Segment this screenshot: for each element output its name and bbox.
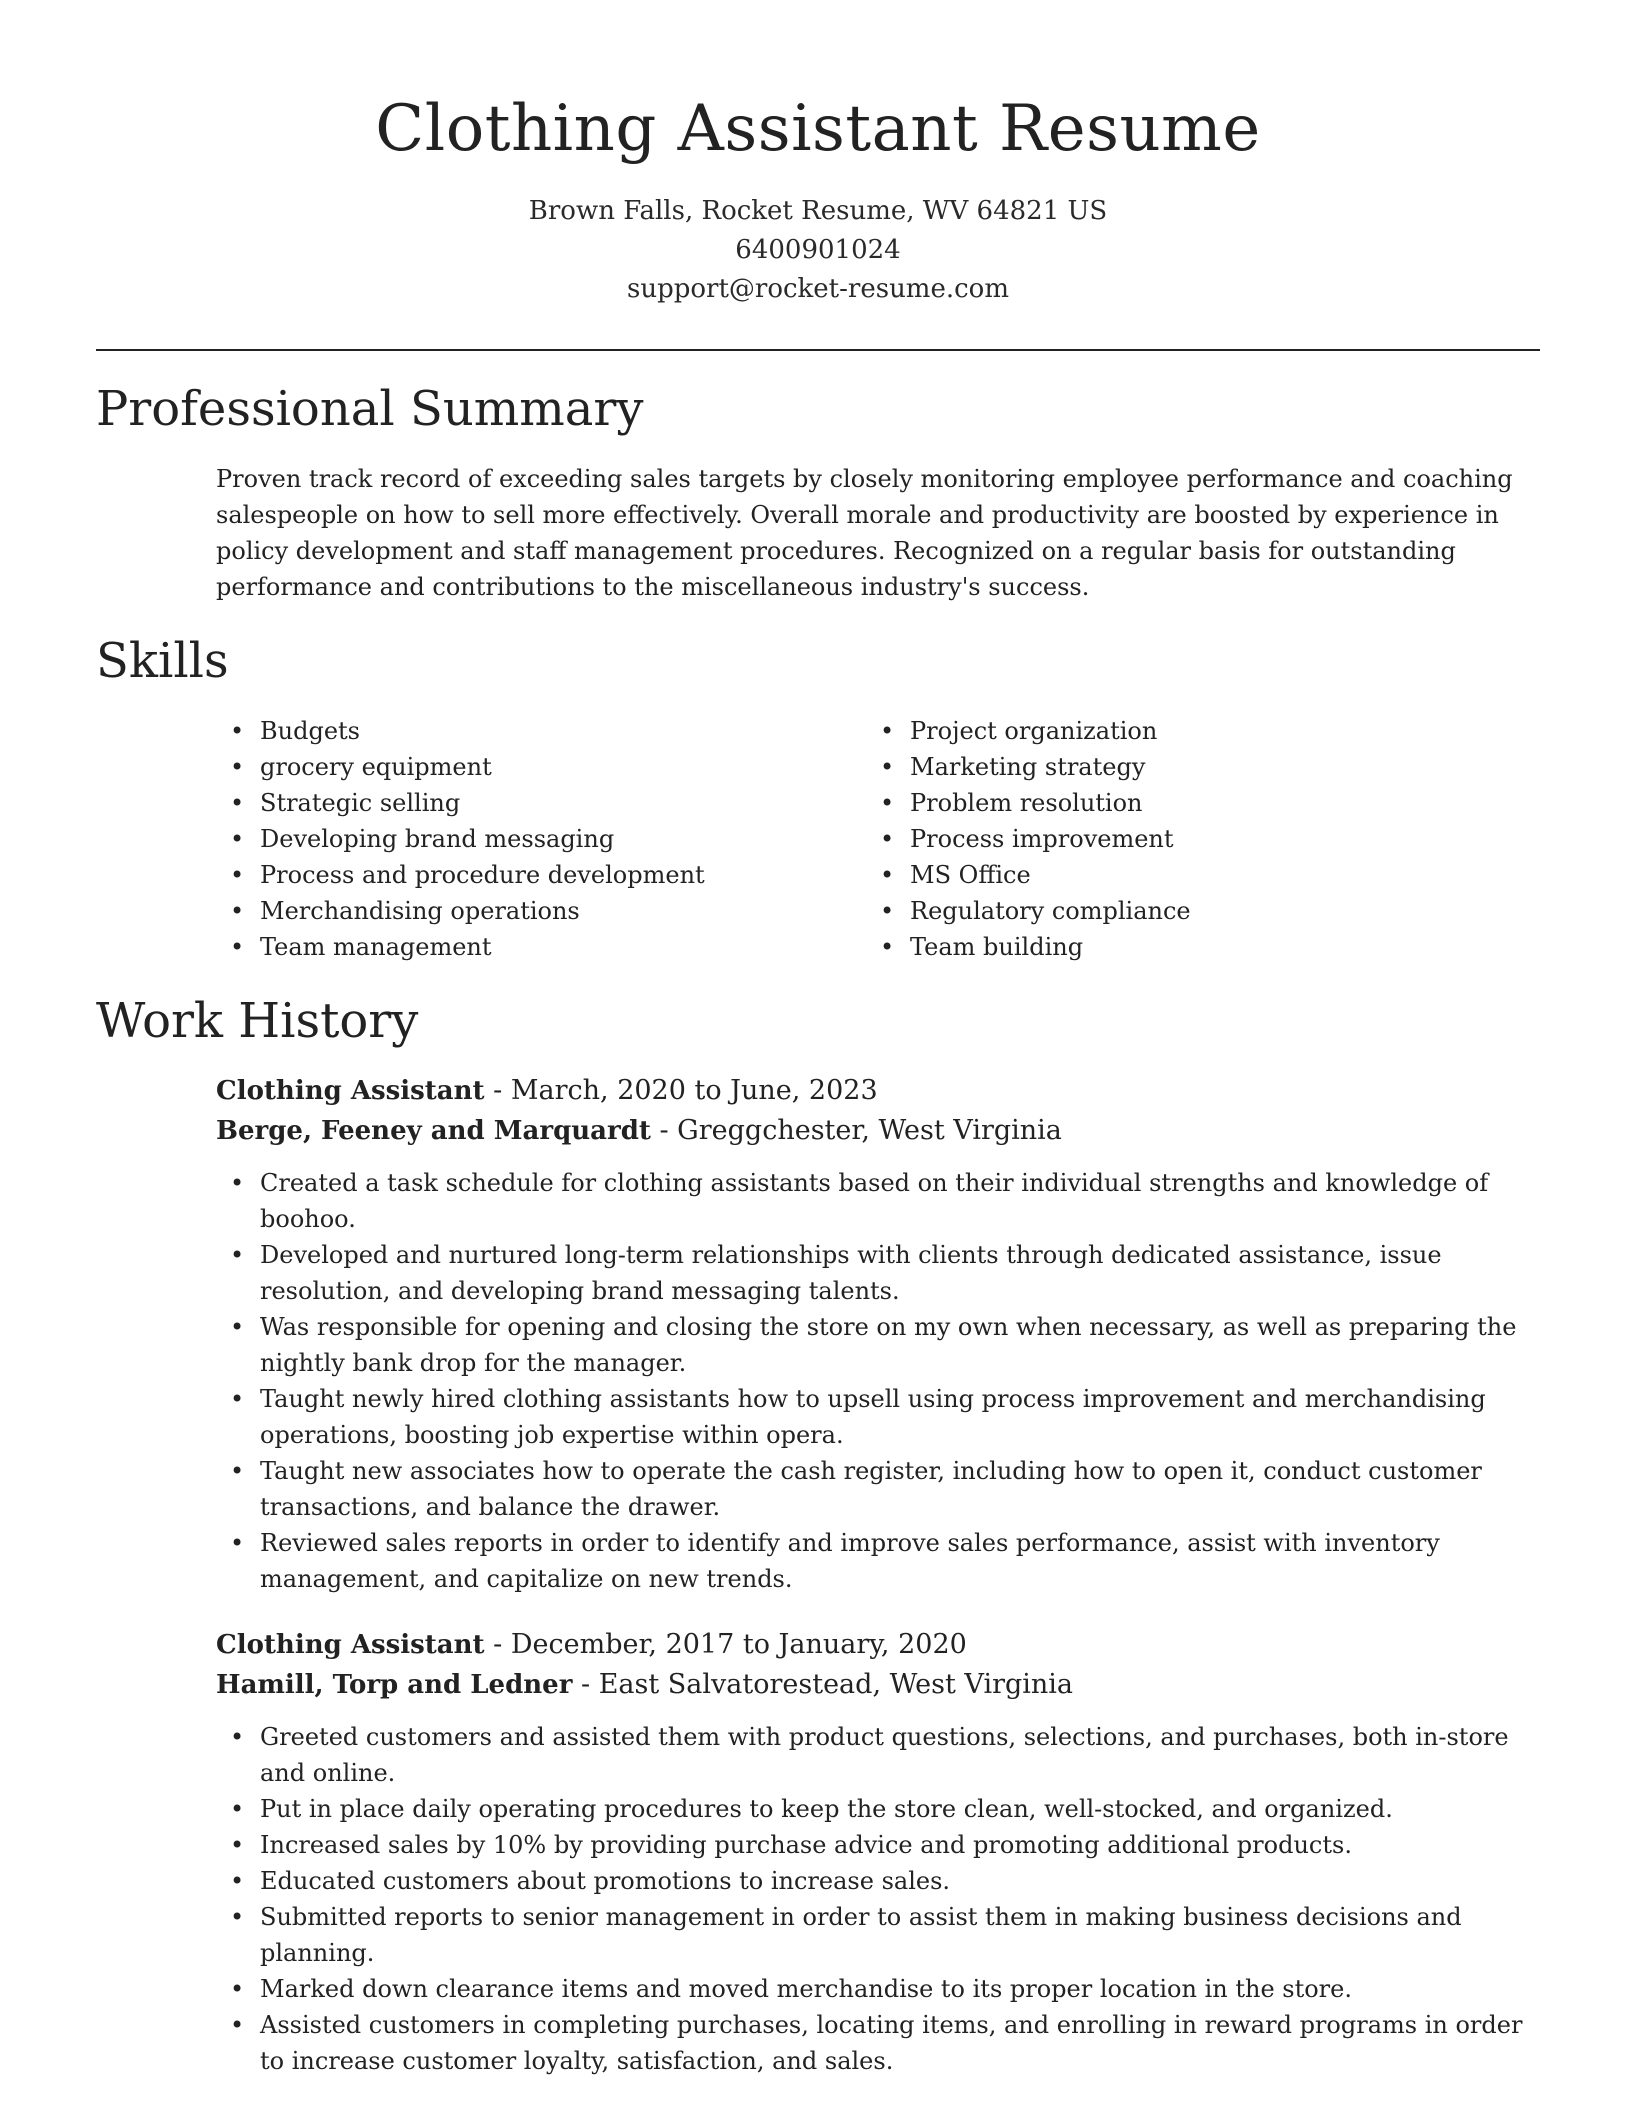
skills-columns	[216, 713, 1540, 965]
resume-page	[96, 0, 1540, 2079]
skill-item: • Budgets	[260, 713, 866, 749]
skills-heading: Skills	[96, 633, 229, 689]
skill-item: • Marketing strategy	[910, 749, 1516, 785]
duty-item: • Marked down clearance items and moved merchandise to its proper location in the store.	[260, 1971, 1536, 2007]
job-entry	[216, 1071, 1536, 1597]
job-duties-list	[216, 1165, 1536, 1597]
job-dates: - March, 2020 to June, 2023	[484, 1075, 878, 1106]
skill-item: • Regulatory compliance	[910, 893, 1516, 929]
contact-block	[96, 192, 1540, 309]
job-title-line	[216, 1071, 1536, 1111]
skill-item: • Merchandising operations	[260, 893, 866, 929]
job-dates: - December, 2017 to January, 2020	[484, 1629, 967, 1660]
duty-item: • Increased sales by 10% by providing purchase advice and promoting additional products.	[260, 1827, 1536, 1863]
job-company-line	[216, 1111, 1536, 1151]
job-company: Hamill, Torp and Ledner	[216, 1670, 573, 1700]
duty-item: • Developed and nurtured long-term relationships with clients through dedicated assistance, issue resolution, and developing brand messaging talents.	[260, 1237, 1536, 1309]
skills-list-right	[866, 713, 1516, 965]
skill-item: • Process and procedure development	[260, 857, 866, 893]
skill-item: • MS Office	[910, 857, 1516, 893]
contact-email: support@rocket-resume.com	[626, 274, 1009, 304]
job-title-line	[216, 1625, 1536, 1665]
job-company: Berge, Feeney and Marquardt	[216, 1116, 651, 1146]
job-title: Clothing Assistant	[216, 1630, 485, 1660]
job-location: - East Salvatorestead, West Virginia	[572, 1669, 1074, 1700]
skill-item: • Process improvement	[910, 821, 1516, 857]
duty-item: • Taught newly hired clothing assistants how to upsell using process improvement and merchandising operations, boosting job expertise within opera.	[260, 1381, 1536, 1453]
duty-item: • Taught new associates how to operate the cash register, including how to open it, conduct customer transactions, and balance the drawer.	[260, 1453, 1536, 1525]
contact-phone: 6400901024	[735, 235, 901, 265]
job-title: Clothing Assistant	[216, 1076, 485, 1106]
skill-item: • Developing brand messaging	[260, 821, 866, 857]
work-history-section	[96, 991, 1540, 2079]
skill-item: • Team building	[910, 929, 1516, 965]
skill-item: • Project organization	[910, 713, 1516, 749]
work-history-heading: Work History	[96, 993, 419, 1049]
skills-section	[96, 631, 1540, 965]
summary-section	[96, 379, 1540, 605]
duty-item: • Created a task schedule for clothing assistants based on their individual strengths and knowledge of boohoo.	[260, 1165, 1536, 1237]
duty-item: • Was responsible for opening and closing the store on my own when necessary, as well as preparing the nightly bank drop for the manager.	[260, 1309, 1536, 1381]
job-entry	[216, 1625, 1536, 2079]
skill-item: • Team management	[260, 929, 866, 965]
skill-item: • Strategic selling	[260, 785, 866, 821]
job-company-line	[216, 1665, 1536, 1705]
duty-item: • Assisted customers in completing purchases, locating items, and enrolling in reward programs in order to increase customer loyalty, satisfaction, and sales.	[260, 2007, 1536, 2079]
contact-address: Brown Falls, Rocket Resume, WV 64821 US	[528, 196, 1108, 226]
skill-item: • grocery equipment	[260, 749, 866, 785]
duty-item: • Put in place daily operating procedures to keep the store clean, well-stocked, and organized.	[260, 1791, 1536, 1827]
duty-item: • Submitted reports to senior management in order to assist them in making business decisions and planning.	[260, 1899, 1536, 1971]
job-duties-list	[216, 1719, 1536, 2079]
duty-item: • Reviewed sales reports in order to identify and improve sales performance, assist with inventory management, and capitalize on new trends.	[260, 1525, 1536, 1597]
resume-title: Clothing Assistant Resume	[375, 92, 1261, 166]
resume-header	[96, 88, 1540, 309]
summary-heading: Professional Summary	[96, 381, 644, 437]
skills-list-left	[216, 713, 866, 965]
skill-item: • Problem resolution	[910, 785, 1516, 821]
header-divider	[96, 349, 1540, 351]
duty-item: • Educated customers about promotions to increase sales.	[260, 1863, 1536, 1899]
duty-item: • Greeted customers and assisted them with product questions, selections, and purchases, both in-store and online.	[260, 1719, 1536, 1791]
job-location: - Greggchester, West Virginia	[650, 1115, 1062, 1146]
summary-text: Proven track record of exceeding sales targets by closely monitoring employee performance and coaching salespeople on how to sell more effectively. Overall morale and productivity are boosted by experience in policy development and staff management procedures. Recognized on a regular basis for outstanding performance and contributions to the miscellaneous industry's success.	[216, 465, 1513, 601]
